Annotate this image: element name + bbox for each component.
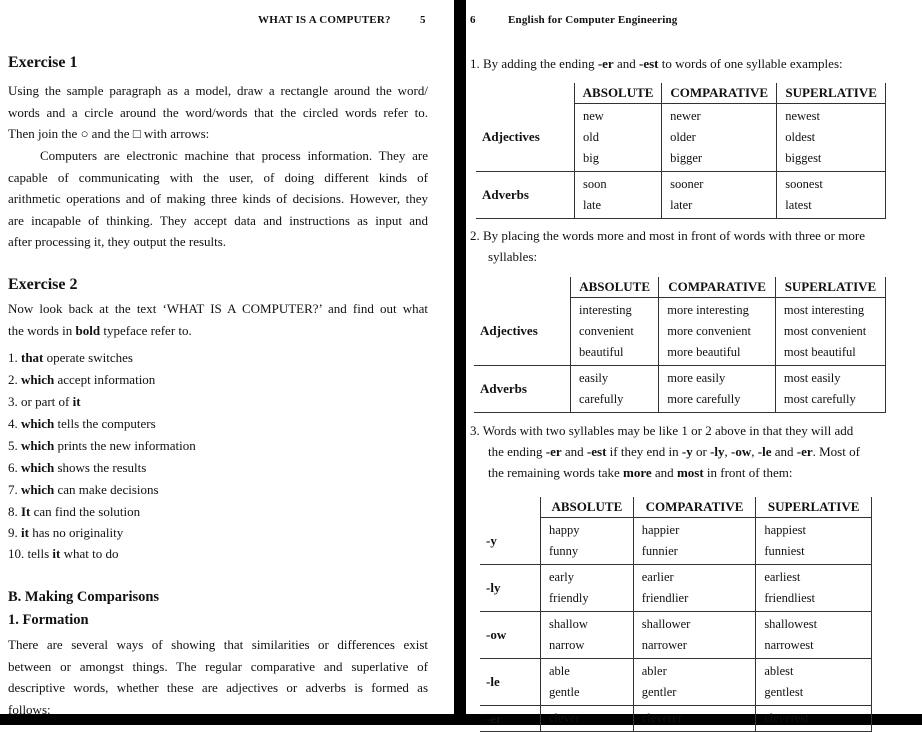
bold-run: -ow xyxy=(731,444,752,459)
exercise-1-instructions xyxy=(8,80,428,145)
table-cell-abs xyxy=(575,104,662,172)
row-label: -er xyxy=(480,706,541,732)
right-running-header: English for Computer Engineering xyxy=(508,14,678,26)
table-corner xyxy=(480,497,541,518)
word-form: more convenient xyxy=(667,324,751,338)
sample-paragraph xyxy=(8,145,428,253)
text-line: capable of communicating with the user, of doing different kinds of xyxy=(8,169,428,185)
exercise-2-item xyxy=(8,460,146,476)
word-form: abler xyxy=(641,664,667,678)
text-run: and xyxy=(613,56,639,71)
text-line: Using the sample paragraph as a model, draw a rectangle around the word/ xyxy=(8,83,428,98)
text-run: shows the results xyxy=(54,460,147,475)
word-form: more easily xyxy=(667,371,726,385)
bold-run: -le xyxy=(757,444,772,459)
book-gutter xyxy=(454,0,466,725)
exercise-2-item xyxy=(8,394,81,410)
exercise-2-item xyxy=(8,482,159,498)
bold-run: -ly xyxy=(710,444,725,459)
rule-3-line-2 xyxy=(488,444,860,460)
row-label: Adverbs xyxy=(476,172,575,219)
text-run: in front of them: xyxy=(703,465,793,480)
text-run: can make decisions xyxy=(54,482,159,497)
bold-run: -est xyxy=(586,444,607,459)
word-form: gentlest xyxy=(764,685,804,699)
word-form: latest xyxy=(785,198,812,212)
text-run: tells xyxy=(27,546,53,561)
text-line: between or amongst things. The regular comparative and superlative of xyxy=(8,658,428,674)
table-cell-sup xyxy=(756,706,872,732)
text-run: operate switches xyxy=(43,350,133,365)
text-run: and xyxy=(561,444,587,459)
bold-run: that xyxy=(21,350,44,365)
left-running-header: WHAT IS A COMPUTER? xyxy=(258,14,391,26)
text-run: prints the new information xyxy=(54,438,196,453)
rule-2-line-2: syllables: xyxy=(488,249,538,264)
text-run: has no originality xyxy=(28,525,124,540)
row-label: -ly xyxy=(480,565,541,612)
text-run: . Most of xyxy=(812,444,860,459)
item-number: 8. xyxy=(8,504,21,519)
text-run: and xyxy=(651,465,677,480)
text-line: arithmetic operations and of making three kinds of decisions. However, they xyxy=(8,191,428,206)
text-line: descriptive words, whether these are adjectives or adverbs is formed as xyxy=(8,680,428,695)
table-header: SUPERLATIVE xyxy=(775,277,885,298)
exercise-2-item xyxy=(8,372,155,388)
word-form: early xyxy=(549,570,574,584)
word-form: biggest xyxy=(785,151,822,165)
exercise-2-item xyxy=(8,438,196,454)
word-form: gentler xyxy=(641,685,677,699)
row-label: Adjectives xyxy=(474,298,571,366)
word-form: interesting xyxy=(579,303,632,317)
table-row xyxy=(480,612,872,659)
table-cell-sup xyxy=(775,298,885,366)
text-run: accept information xyxy=(54,372,156,387)
bold-run: which xyxy=(21,482,55,497)
exercise-2-intro xyxy=(8,298,428,341)
word-form: carefully xyxy=(579,392,624,406)
right-page-number: 6 xyxy=(470,14,476,26)
text-run: and xyxy=(771,444,797,459)
table-cell-abs xyxy=(541,659,634,706)
exercise-2-item xyxy=(8,416,156,432)
word-form: shallowest xyxy=(764,617,818,631)
table-cell-abs xyxy=(541,706,634,732)
table-header: COMPARATIVE xyxy=(662,83,777,104)
left-page xyxy=(0,0,454,717)
exercise-2-item xyxy=(8,350,133,366)
formation-subtitle: 1. Formation xyxy=(8,612,89,628)
table-header: COMPARATIVE xyxy=(659,277,776,298)
word-form: narrower xyxy=(641,638,687,652)
table-cell-sup xyxy=(777,172,886,219)
table-cell-comp xyxy=(633,659,756,706)
comparison-table-three-syllable xyxy=(474,277,886,413)
bold-run: which xyxy=(21,438,55,453)
text-line: Now look back at the text ‘WHAT IS A COMPUTER?’ and find out what xyxy=(8,301,428,316)
table-cell-sup xyxy=(777,104,886,172)
word-form: older xyxy=(670,130,696,144)
exercise-2-title: Exercise 2 xyxy=(8,276,78,293)
exercise-2-item xyxy=(8,525,123,541)
comparison-table-one-syllable xyxy=(476,83,886,219)
rule-1-text xyxy=(470,56,843,72)
bold-run: which xyxy=(21,460,55,475)
left-page-number: 5 xyxy=(420,14,426,26)
word-form: soonest xyxy=(785,177,823,191)
text-line: There are several ways of showing that similarities or differences exist xyxy=(8,637,428,652)
table-row xyxy=(476,104,886,172)
word-form: narrow xyxy=(549,638,585,652)
word-form: later xyxy=(670,198,693,212)
table-cell-abs xyxy=(541,518,634,565)
table-cell-comp xyxy=(633,706,756,732)
word-form: happy xyxy=(549,523,580,537)
bold-run: bold xyxy=(75,322,101,338)
table-corner xyxy=(474,277,571,298)
word-form: happiest xyxy=(764,523,806,537)
rule-2-line-1: 2. By placing the words more and most in front of words with three or more xyxy=(470,228,865,243)
word-form: more interesting xyxy=(667,303,749,317)
word-form: friendliest xyxy=(764,591,815,605)
word-form: old xyxy=(583,130,599,144)
word-form: convenient xyxy=(579,324,634,338)
text-line: Then join the ○ and the □ with arrows: xyxy=(8,126,210,141)
item-number: 4. xyxy=(8,416,21,431)
bold-run: -est xyxy=(638,56,659,71)
word-form: cleverest xyxy=(764,711,809,725)
table-cell-comp xyxy=(659,366,776,413)
text-run: or xyxy=(692,444,711,459)
text-line: Computers are electronic machine that process information. They are xyxy=(40,148,428,163)
word-form: funny xyxy=(549,544,579,558)
bold-run: -er xyxy=(796,444,813,459)
exercise-1-title: Exercise 1 xyxy=(8,54,78,71)
word-form: ablest xyxy=(764,664,794,678)
word-form: big xyxy=(583,151,599,165)
bold-run: most xyxy=(676,465,704,480)
table-cell-sup xyxy=(756,659,872,706)
table-row xyxy=(476,172,886,219)
text-run: or part of xyxy=(21,394,73,409)
bold-run: -er xyxy=(545,444,562,459)
text-line: after processing it, they output the results. xyxy=(8,234,227,249)
row-label: -le xyxy=(480,659,541,706)
exercise-2-item xyxy=(8,546,119,562)
word-form: shallower xyxy=(641,617,691,631)
table-cell-sup xyxy=(756,565,872,612)
row-label: -y xyxy=(480,518,541,565)
table-row xyxy=(480,706,872,732)
table-row xyxy=(480,565,872,612)
bold-run: it xyxy=(72,394,81,409)
table-cell-comp xyxy=(662,104,777,172)
table-cell-abs xyxy=(575,172,662,219)
table-cell-abs xyxy=(541,612,634,659)
text-run: , xyxy=(751,444,758,459)
bold-run: it xyxy=(52,546,61,561)
formation-paragraph xyxy=(8,634,428,720)
rule-3-line-3 xyxy=(488,465,792,481)
word-form: late xyxy=(583,198,602,212)
word-form: cleverer xyxy=(641,711,682,725)
table-header: ABSOLUTE xyxy=(575,83,662,104)
word-form: narrowest xyxy=(764,638,814,652)
text-run: what to do xyxy=(60,546,119,561)
word-form: funniest xyxy=(764,544,805,558)
text-line xyxy=(8,320,428,342)
table-cell-sup xyxy=(775,366,885,413)
bold-run: which xyxy=(21,372,55,387)
word-form: able xyxy=(549,664,570,678)
word-form: easily xyxy=(579,371,609,385)
word-form: newest xyxy=(785,109,821,123)
item-number: 9. xyxy=(8,525,21,540)
item-number: 1. xyxy=(8,350,21,365)
item-number: 5. xyxy=(8,438,21,453)
text-run: , xyxy=(724,444,732,459)
text-run: the ending xyxy=(488,444,546,459)
table-row xyxy=(474,366,886,413)
word-form: gentle xyxy=(549,685,580,699)
table-header: ABSOLUTE xyxy=(541,497,634,518)
word-form: most beautiful xyxy=(783,345,856,359)
section-b-title: B. Making Comparisons xyxy=(8,589,160,605)
word-form: beautiful xyxy=(579,345,624,359)
word-form: more carefully xyxy=(667,392,741,406)
table-cell-comp xyxy=(659,298,776,366)
text-run: the remaining words take xyxy=(488,465,624,480)
bold-run: more xyxy=(623,465,652,480)
word-form: friendlier xyxy=(641,591,689,605)
table-cell-sup xyxy=(756,518,872,565)
text-line: are incapable of thinking. They accept data and instructions as input and xyxy=(8,212,428,228)
word-form: most easily xyxy=(783,371,841,385)
table-header: SUPERLATIVE xyxy=(756,497,872,518)
word-form: earliest xyxy=(764,570,801,584)
table-cell-comp xyxy=(633,518,756,565)
word-form: clever xyxy=(549,711,580,725)
rule-3-line-1: 3. Words with two syllables may be like 1 or 2 above in that they will add xyxy=(470,423,854,438)
word-form: sooner xyxy=(670,177,704,191)
text-run: to words of one syllable examples: xyxy=(658,56,843,71)
table-cell-abs xyxy=(571,298,659,366)
table-cell-sup xyxy=(756,612,872,659)
text-line: follows: xyxy=(8,701,51,717)
row-label: -ow xyxy=(480,612,541,659)
bold-run: It xyxy=(21,504,31,519)
word-form: bigger xyxy=(670,151,703,165)
text-run: 1. By adding the ending xyxy=(470,56,598,71)
word-form: most carefully xyxy=(783,392,856,406)
table-header: ABSOLUTE xyxy=(571,277,659,298)
word-form: oldest xyxy=(785,130,816,144)
word-form: soon xyxy=(583,177,607,191)
text-run: if they end in xyxy=(606,444,682,459)
table-row xyxy=(474,298,886,366)
word-form: friendly xyxy=(549,591,589,605)
table-header: SUPERLATIVE xyxy=(777,83,886,104)
bold-run: -er xyxy=(597,56,614,71)
item-number: 7. xyxy=(8,482,21,497)
text-run: typeface refer to. xyxy=(100,322,192,338)
bold-run: it xyxy=(21,525,29,540)
bold-run: which xyxy=(21,416,55,431)
exercise-2-item xyxy=(8,504,140,520)
item-number: 3. xyxy=(8,394,21,409)
word-form: happier xyxy=(641,523,680,537)
word-form: most convenient xyxy=(783,324,867,338)
word-form: earlier xyxy=(641,570,674,584)
item-number: 10. xyxy=(8,546,28,561)
word-form: more beautiful xyxy=(667,345,741,359)
word-form: most interesting xyxy=(783,303,865,317)
table-corner xyxy=(476,83,575,104)
comparison-table-two-syllable xyxy=(480,497,872,732)
word-form: newer xyxy=(670,109,701,123)
table-cell-abs xyxy=(541,565,634,612)
row-label: Adverbs xyxy=(474,366,571,413)
word-form: funnier xyxy=(641,544,678,558)
item-number: 6. xyxy=(8,460,21,475)
text-run: tells the computers xyxy=(54,416,156,431)
text-run: can find the solution xyxy=(30,504,141,519)
word-form: new xyxy=(583,109,604,123)
text-line: words and a circle around the word/words that the circled words refer to. xyxy=(8,104,428,120)
table-cell-abs xyxy=(571,366,659,413)
table-row xyxy=(480,659,872,706)
text-run: the words in xyxy=(8,322,76,338)
bold-run: -y xyxy=(681,444,693,459)
right-page xyxy=(466,0,922,726)
table-header: COMPARATIVE xyxy=(633,497,756,518)
table-cell-comp xyxy=(633,612,756,659)
word-form: shallow xyxy=(549,617,588,631)
table-row xyxy=(480,518,872,565)
item-number: 2. xyxy=(8,372,21,387)
table-cell-comp xyxy=(633,565,756,612)
row-label: Adjectives xyxy=(476,104,575,172)
table-cell-comp xyxy=(662,172,777,219)
